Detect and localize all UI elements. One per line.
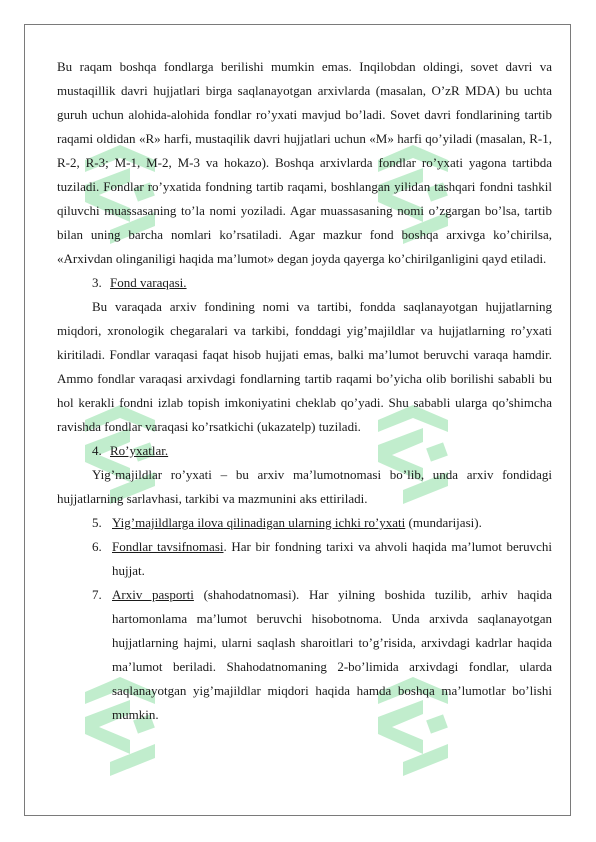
section-heading-fund-sheet <box>57 271 552 295</box>
document-body <box>57 55 552 727</box>
section-heading-lists <box>57 439 552 463</box>
list-item-title: Arxiv pasporti <box>112 587 194 602</box>
heading-title: Ro’yxatlar. <box>110 443 169 458</box>
list-item <box>57 583 552 727</box>
list-item-number: 7. <box>92 587 102 602</box>
list-item-text: . Har bir fondning tarixi va ahvoli haqida ma’lumot beruvchi hujjat. <box>112 539 552 578</box>
heading-number: 3. <box>92 275 102 290</box>
heading-title: Fond varaqasi. <box>110 275 187 290</box>
list-item-title: Yig’majildlarga ilova qilinadigan ularning ichki ro’yxati <box>112 515 406 530</box>
list-item-text: (mundarijasi). <box>405 515 482 530</box>
paragraph-fund-numbering: Bu raqam boshqa fondlarga berilishi mumkin emas. Inqilobdan oldingi, sovet davri va mustaqillik davri hujjatlari birga saqlanayotgan arxivlarda (masalan, O’zR MDA) bu uchta guruh uchun alohida-alohida fondlar ro’yxati mavjud bo’ladi. Sovet davri fondlarining tartib raqami oldidan «R» harfi, mustaqilik davri hujjatlari uchun «M» harfi qo’yiladi (masalan, R-1, R-2, R-3; M-1, M-2, M-3 va hokazo). Boshqa arxivlarda fondlar ro’yxati yagona tartibda tuziladi. Fondlar ro’yxatida fondning tartib raqami, boshlangan yilidan tashqari fondni tashkil qiluvchi muassasaning to’la nomi yoziladi. Agar muassasaning nomi o’zgargan bo’lsa, tartib bilan uning barcha nomlari ko’rsatiladi. Agar mazkur fond boshqa arxivga ko’chirilsa, «Arxivdan olinganiligi haqida ma’lumot» degan joyda qayerga ko’chirilganligini qayd etiladi. <box>57 59 552 266</box>
paragraph-fund-sheet: Bu varaqada arxiv fondining nomi va tartibi, fondda saqlanayotgan hujjatlarning miqdori, xronologik chegaralari va tarkibi, fonddagi yig’majildlar va hujjatlarning ro’yxati kiritiladi. Fondlar varaqasi faqat hisob hujjati emas, balki ma’lumot beruvchi varaqa hamdir. Ammo fondlar varaqasi arxivdagi fondlarning tartib raqami bo’yicha olib borilishi sababli bu hol kerakli fondni izlab topish imkoniyatini cheklab qo’yadi. Shu sababli ularga qo’shimcha ravishda fondlar varaqasi ko’rsatkichi (ukazatelp) tuziladi. <box>57 299 552 434</box>
heading-number: 4. <box>92 443 102 458</box>
list-item-title: Fondlar tavsifnomasi <box>112 539 224 554</box>
list-item-number: 5. <box>92 515 102 530</box>
list-item-text: (shahodatnomasi). Har yilning boshida tuzilib, arhiv haqida hartomonlama ma’lumot beruvchi hisobotnoma. Unda arxivda saqlanayotgan hujjatlarning hajmi, ularni saqlash sharoitlari to’g’risida, arxivdagi kadrlar haqida ma’lumot beriladi. Shahodatnomaning 2-bo’limida arxivdagi fondlar, ularda saqlanayotgan yig’majildlar miqdori haqida hamda boshqa ma’lumotlar bo’lishi mumkin. <box>112 587 552 722</box>
list-item-number: 6. <box>92 539 102 554</box>
paragraph-lists: Yig’majildlar ro’yxati – bu arxiv ma’lumotnomasi bo’lib, unda arxiv fondidagi hujjatlarning sarlavhasi, tarkibi va mazmunini aks ettiriladi. <box>57 467 552 506</box>
list-item <box>57 535 552 583</box>
list-item <box>57 511 552 535</box>
